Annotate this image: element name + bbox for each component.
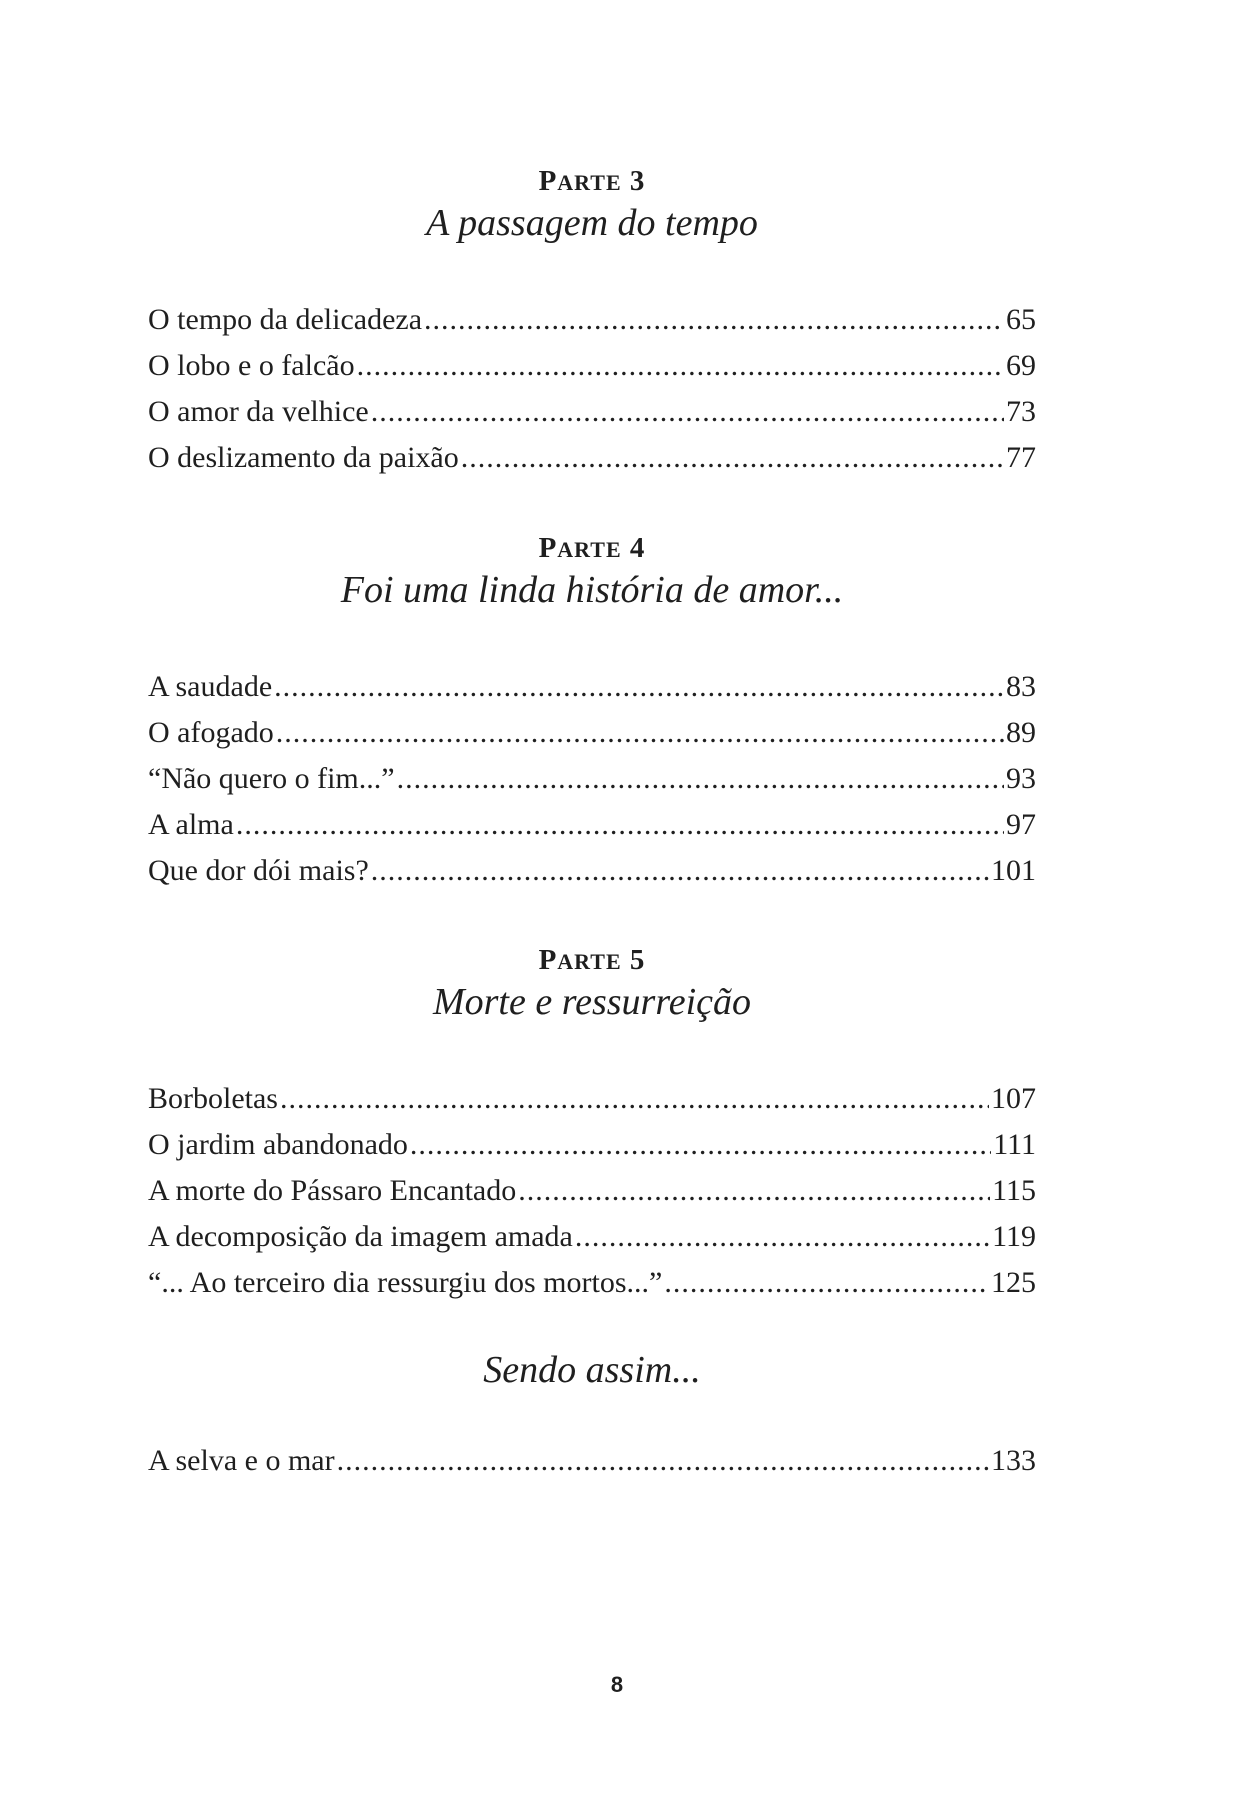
entry-title: Borboletas	[148, 1082, 278, 1115]
entry-page: 83	[1006, 670, 1036, 703]
entry-title: A decomposição da imagem amada	[148, 1220, 573, 1253]
part-label-rest: ARTE	[557, 949, 622, 974]
entry-page: 73	[1006, 395, 1036, 428]
toc-entry	[148, 710, 1036, 756]
entry-title: Que dor dói mais?	[148, 854, 369, 887]
part-title: A passagem do tempo	[426, 202, 758, 244]
dot-leader	[276, 710, 1004, 756]
part-label-number: 5	[629, 944, 646, 976]
dot-leader	[274, 664, 1004, 710]
entry-title: O tempo da delicadeza	[148, 303, 423, 336]
toc-entry	[148, 1168, 1036, 1214]
part-label-initial: P	[538, 532, 558, 564]
toc-entry	[148, 389, 1036, 435]
entry-page: 115	[992, 1174, 1036, 1207]
dot-leader	[280, 1076, 989, 1122]
entry-title: O amor da velhice	[148, 395, 369, 428]
dot-leader	[518, 1168, 990, 1214]
dot-leader	[397, 756, 1004, 802]
part-5-section	[148, 943, 1036, 1306]
entry-title: O lobo e o falcão	[148, 349, 355, 382]
dot-leader	[664, 1260, 989, 1306]
dot-leader	[410, 1122, 991, 1168]
entry-title: A selva e o mar	[148, 1444, 335, 1477]
entry-page: 119	[992, 1220, 1036, 1253]
toc-entries	[148, 1438, 1036, 1484]
page-number: 8	[610, 1672, 624, 1697]
toc-entries	[148, 297, 1036, 481]
entry-page: 125	[991, 1266, 1036, 1299]
toc-entry	[148, 848, 1036, 894]
entry-page: 93	[1006, 762, 1036, 795]
closing-section	[148, 1345, 1036, 1484]
entry-page: 107	[991, 1082, 1036, 1115]
toc-entry	[148, 756, 1036, 802]
entry-title: “Não quero o fim...”	[148, 762, 395, 795]
part-label-initial: P	[538, 165, 558, 197]
entry-title: “... Ao terceiro dia ressurgiu dos mortos...”	[148, 1266, 663, 1299]
part-4-section	[148, 531, 1036, 894]
part-label-number: 4	[629, 532, 646, 564]
dot-leader	[236, 802, 1004, 848]
entry-title: O deslizamento da paixão	[148, 441, 459, 474]
dot-leader	[371, 848, 989, 894]
toc-entry	[148, 664, 1036, 710]
part-label	[148, 164, 1036, 198]
dot-leader	[575, 1214, 990, 1260]
entry-page: 97	[1006, 808, 1036, 841]
dot-leader	[357, 343, 1004, 389]
entry-page: 111	[993, 1128, 1036, 1161]
dot-leader	[461, 435, 1004, 481]
entry-page: 65	[1006, 303, 1036, 336]
part-3-section	[148, 164, 1036, 481]
entry-title: A saudade	[148, 670, 273, 703]
part-label	[148, 943, 1036, 977]
entry-title: A alma	[148, 808, 234, 841]
dot-leader	[371, 389, 1004, 435]
toc-entries	[148, 1076, 1036, 1306]
entry-title: A morte do Pássaro Encantado	[148, 1174, 517, 1207]
part-label-initial: P	[538, 944, 558, 976]
part-title: Foi uma linda história de amor...	[340, 569, 844, 611]
entry-page: 133	[991, 1444, 1036, 1477]
dot-leader	[337, 1438, 989, 1484]
toc-entry	[148, 1438, 1036, 1484]
toc-entry	[148, 435, 1036, 481]
toc-entry	[148, 1122, 1036, 1168]
part-label	[148, 531, 1036, 565]
toc-entry	[148, 343, 1036, 389]
entry-title: O jardim abandonado	[148, 1128, 408, 1161]
part-label-rest: ARTE	[557, 170, 622, 195]
toc-entry	[148, 1214, 1036, 1260]
part-label-number: 3	[629, 165, 646, 197]
entry-page: 77	[1006, 441, 1036, 474]
entry-title: O afogado	[148, 716, 274, 749]
toc-entry	[148, 802, 1036, 848]
entry-page: 89	[1006, 716, 1036, 749]
toc-entry	[148, 297, 1036, 343]
entry-page: 101	[991, 854, 1036, 887]
toc-entries	[148, 664, 1036, 894]
toc-entry	[148, 1076, 1036, 1122]
part-title: Morte e ressurreição	[432, 981, 751, 1023]
dot-leader	[424, 297, 1004, 343]
closing-title: Sendo assim...	[483, 1349, 701, 1391]
toc-entry	[148, 1260, 1036, 1306]
part-label-rest: ARTE	[557, 537, 622, 562]
entry-page: 69	[1006, 349, 1036, 382]
